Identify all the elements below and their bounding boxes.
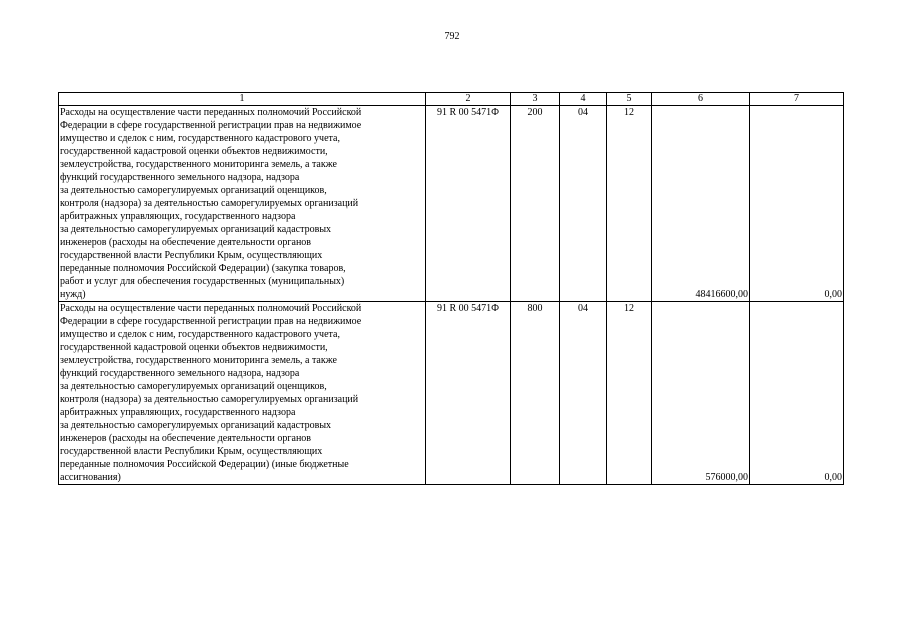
row-amount-6: 48416600,00 <box>652 106 750 302</box>
column-header: 4 <box>560 93 607 106</box>
column-header: 6 <box>652 93 750 106</box>
row-code: 91 R 00 5471Ф <box>426 302 511 485</box>
row-amount-7: 0,00 <box>750 302 844 485</box>
column-header: 1 <box>59 93 426 106</box>
row-subsection: 12 <box>607 302 652 485</box>
table-header-row <box>59 93 844 106</box>
row-type: 800 <box>511 302 560 485</box>
column-header: 3 <box>511 93 560 106</box>
row-amount-6: 576000,00 <box>652 302 750 485</box>
column-header: 5 <box>607 93 652 106</box>
row-description: Расходы на осуществление части переданных полномочий Российской Федерации в сфере государственной регистрации прав на недвижимое имущество и сделок с ним, государственного кадастрового учета, государственной кадастровой оценки объектов недвижимости, землеустройства, государственного мониторинга земель, а также функций государственного земельного надзора, надзора за деятельностью саморегулируемых организаций оценщиков, контроля (надзора) за деятельностью саморегулируемых организаций арбитражных управляющих, государственного надзора за деятельностью саморегулируемых организаций кадастровых инженеров (расходы на обеспечение деятельности органов государственной власти Республики Крым, осуществляющих переданные полномочия Российской Федерации) (иные бюджетные ассигнования) <box>59 302 426 485</box>
budget-table <box>58 92 844 485</box>
row-code: 91 R 00 5471Ф <box>426 106 511 302</box>
page-number: 792 <box>444 31 460 42</box>
column-header: 7 <box>750 93 844 106</box>
row-amount-7: 0,00 <box>750 106 844 302</box>
row-subsection: 12 <box>607 106 652 302</box>
row-type: 200 <box>511 106 560 302</box>
table-row <box>59 106 844 302</box>
table-row <box>59 302 844 485</box>
row-section: 04 <box>560 106 607 302</box>
row-section: 04 <box>560 302 607 485</box>
column-header: 2 <box>426 93 511 106</box>
row-description: Расходы на осуществление части переданных полномочий Российской Федерации в сфере государственной регистрации прав на недвижимое имущество и сделок с ним, государственного кадастрового учета, государственной кадастровой оценки объектов недвижимости, землеустройства, государственного мониторинга земель, а также функций государственного земельного надзора, надзора за деятельностью саморегулируемых организаций оценщиков, контроля (надзора) за деятельностью саморегулируемых организаций арбитражных управляющих, государственного надзора за деятельностью саморегулируемых организаций кадастровых инженеров (расходы на обеспечение деятельности органов государственной власти Республики Крым, осуществляющих переданные полномочия Российской Федерации) (закупка товаров, работ и услуг для обеспечения государственных (муниципальных) нужд) <box>59 106 426 302</box>
